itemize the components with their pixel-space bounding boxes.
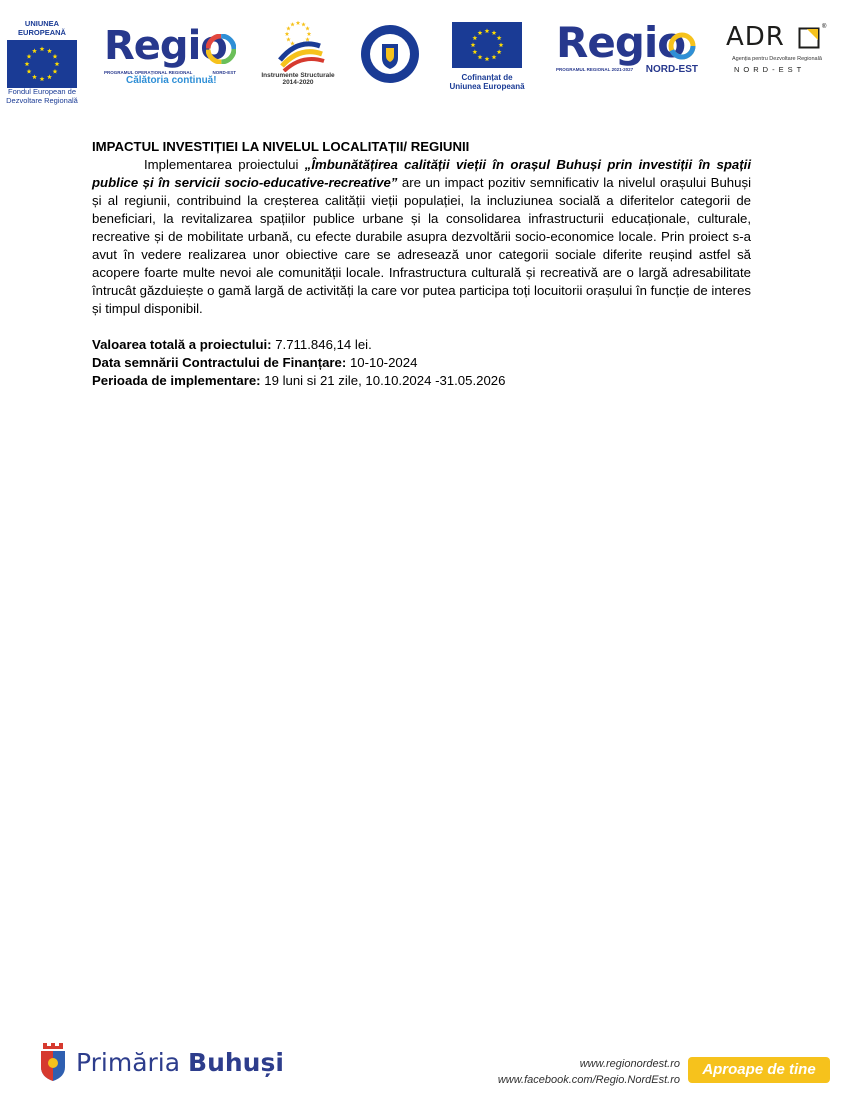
- adr-registered-mark: ®: [822, 24, 827, 30]
- regio-pr-logo: [556, 18, 698, 78]
- eu-flag-icon: [452, 22, 522, 68]
- detail-label: Valoarea totală a proiectului:: [92, 337, 272, 352]
- website-link[interactable]: www.regionordest.ro: [579, 1058, 680, 1070]
- instrumente-caption-2: 2014-2020: [282, 79, 314, 87]
- eu-star-icon: [305, 26, 310, 30]
- regio-program-line2: NORD-EST: [212, 70, 236, 75]
- section-title: IMPACTUL INVESTIȚIEI LA NIVELUL LOCALITAȚII/ REGIUNII: [92, 139, 470, 154]
- footer-brand-light: Primăria: [76, 1047, 189, 1077]
- slogan-badge: Aproape de tine: [688, 1057, 830, 1083]
- footer-brand-bold: Buhuși: [188, 1047, 284, 1077]
- paragraph-body: are un impact pozitiv semnificativ la nivelul orașului Buhuși și al regiunii, contribuind la creșterea calității vieții populației, la incluziunea socială a diferitelor categorii de beneficiari, la revitalizarea spațiilor publice urbane și la consolidarea infrastructurii educaționale, culturale, recreative și de mobilitate urbană, cu efecte durabile asupra dezvoltării socio-economice locale. Prin proiect s-a avut în vedere realizarea unor obiective care se adresează unor categorii sociale diferite reușind astfel să acopere foarte multe nevoi ale comunității locale. Infrastructura culturală și recreativă are o largă adresabilitate întrucât găzduiește o gamă largă de activități la care vor putea participa toți locuitorii orașului în funcție de interes și timpul disponibil.: [92, 175, 752, 316]
- adr-region: NORD-EST: [734, 65, 806, 74]
- regio-color-wheel-icon: [668, 32, 696, 60]
- eu-star-icon: [285, 32, 290, 36]
- adr-nord-est-logo: [726, 22, 830, 86]
- instrumente-structurale-logo: [258, 20, 338, 96]
- adr-square-icon: [798, 27, 820, 49]
- eu-logo-caption-2: Dezvoltare Regională: [6, 95, 78, 105]
- cofinantat-caption-1: Cofinanțat de: [461, 73, 513, 82]
- detail-total-value: [92, 336, 751, 354]
- regio-wordmark: Regio: [104, 23, 227, 69]
- detail-implementation-period: [92, 372, 751, 390]
- detail-label: Data semnării Contractului de Finanțare:: [92, 355, 347, 370]
- detail-contract-date: [92, 354, 751, 372]
- guvern-seal-icon: [360, 24, 420, 84]
- project-details: [92, 336, 751, 390]
- instrumente-star-swirl-icon: [270, 20, 326, 72]
- adr-agency-name: Agenția pentru Dezvoltare Regională: [732, 56, 822, 62]
- eu-star-icon: [290, 22, 295, 26]
- detail-value: 7.711.846,14 lei.: [271, 337, 372, 352]
- eu-star-icon: [286, 26, 291, 30]
- eu-flag-icon: [7, 40, 77, 88]
- regio-color-wheel-icon: [206, 34, 236, 64]
- eu-star-icon: [286, 37, 291, 41]
- detail-value: 19 luni si 21 zile, 10.10.2024 -31.05.2026: [260, 373, 506, 388]
- regio-program-2021: PROGRAMUL REGIONAL 2021-2027: [556, 67, 634, 72]
- footer-links: [460, 1056, 680, 1088]
- detail-label: Perioada de implementare:: [92, 373, 261, 388]
- regio-region: NORD-EST: [645, 64, 698, 75]
- project-title: „Îmbunătățirea calității vieții în orașul Buhuși prin investiții în spații publice și în servicii socio-educative-recreative”: [92, 157, 751, 190]
- eu-star-icon: [290, 41, 295, 45]
- regio-wordmark-2: Regio: [556, 18, 686, 67]
- primaria-buhusi-brand: [38, 1038, 298, 1086]
- paragraph-intro: Implementarea proiectului: [144, 157, 305, 172]
- eu-star-icon: [305, 37, 310, 41]
- eu-cofinantat-logo: [448, 22, 526, 96]
- eu-logo-top-label: UNIUNEA EUROPEANĂ: [18, 19, 66, 37]
- eu-star-icon: [307, 32, 312, 36]
- adr-wordmark: ADR: [726, 22, 785, 52]
- regio-program-line1: PROGRAMUL OPERAȚIONAL REGIONAL: [104, 70, 193, 75]
- regio-tagline: Călătoria continuă!: [126, 75, 217, 86]
- eu-logo-caption-1: Fondul European de: [8, 87, 76, 97]
- guvernul-romaniei-logo: [360, 24, 420, 84]
- regio-por-logo: [104, 23, 236, 88]
- detail-value: 10-10-2024: [346, 355, 418, 370]
- instrumente-caption-1: Instrumente Structurale: [261, 72, 335, 79]
- impact-paragraph: [92, 156, 751, 318]
- eu-fedr-logo: [4, 19, 80, 105]
- buhusi-coat-of-arms-icon: [38, 1041, 68, 1083]
- eu-star-icon: [301, 22, 306, 26]
- document-body: [92, 138, 751, 390]
- cofinantat-caption-2: Uniunea Europeană: [449, 82, 525, 92]
- eu-star-icon: [296, 21, 301, 25]
- footer-brand-text: [76, 1048, 284, 1077]
- facebook-link[interactable]: www.facebook.com/Regio.NordEst.ro: [497, 1074, 680, 1086]
